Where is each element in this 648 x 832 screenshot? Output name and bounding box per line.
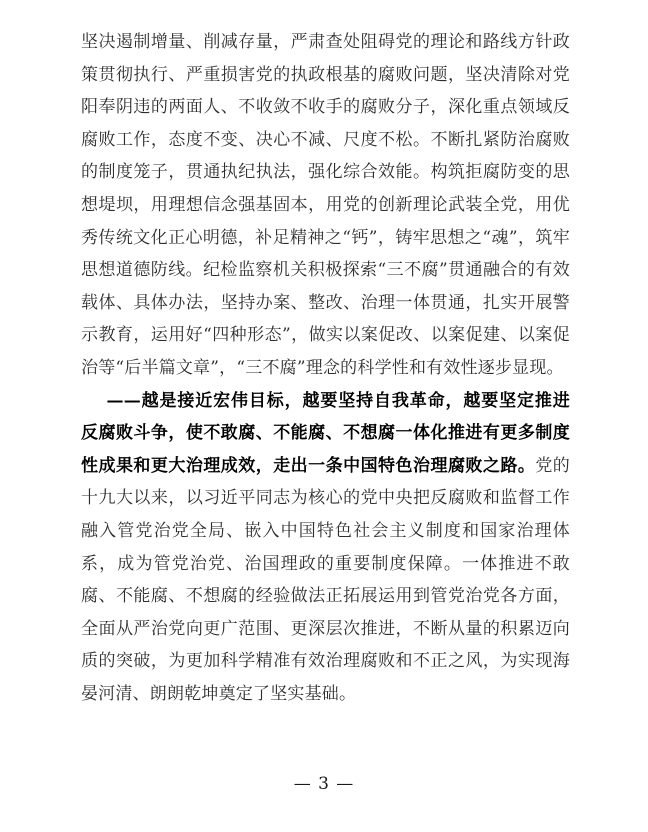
- document-body: [81, 26, 570, 710]
- page-number: — 3 —: [293, 774, 355, 794]
- body-text: 坚决遏制增量、削减存量，严肃查处阻碍党的理论和路线方针政策贯彻执行、严重损害党的执政根基的腐败问题，坚决清除对党阳奉阴违的两面人、不收敛不收手的腐败分子，深化重点领域反腐败工作，态度不变、决心不减、尺度不松。不断扎紧防治腐败的制度笼子，贯通执纪执法，强化综合效能。构筑拒腐防变的思想堤坝，用理想信念强基固本，用党的创新理论武装全党，用优秀传统文化正心明德，补足精神之“钙”，铸牢思想之“魂”，筑牢思想道德防线。纪检监察机关积极探索“三不腐”贯通融合的有效载体、具体办法，坚持办案、整改、治理一体贯通，扎实开展警示教育，运用好“四种形态”，做实以案促改、以案促建、以案促治等“后半篇文章”，“三不腐”理念的科学性和有效性逐步显现。: [81, 32, 570, 378]
- body-text: 党的十九大以来，以习近平同志为核心的党中央把反腐败和监督工作融入管党治党全局、嵌入中国特色社会主义制度和国家治理体系，成为管党治党、治国理政的重要制度保障。一体推进不敢腐、不能腐、不想腐的经验做法正拓展运用到管党治党各方面，全面从严治党向更广范围、更深层次推进，不断从量的积累迈向质的突破，为更加科学精准有效治理腐败和不正之风，为实现海晏河清、朗朗乾坤奠定了坚实基础。: [81, 455, 571, 704]
- emphasis-text: ——越是接近宏伟目标，越要坚持自我革命，越要坚定推进反腐败斗争，使不敢腐、不能腐、不想腐一体化推进有更多制度性成果和更大治理成效，走出一条中国特色治理腐败之路。: [81, 390, 570, 476]
- page-footer: [0, 772, 648, 796]
- paragraph: [81, 26, 570, 385]
- paragraph: [81, 385, 570, 711]
